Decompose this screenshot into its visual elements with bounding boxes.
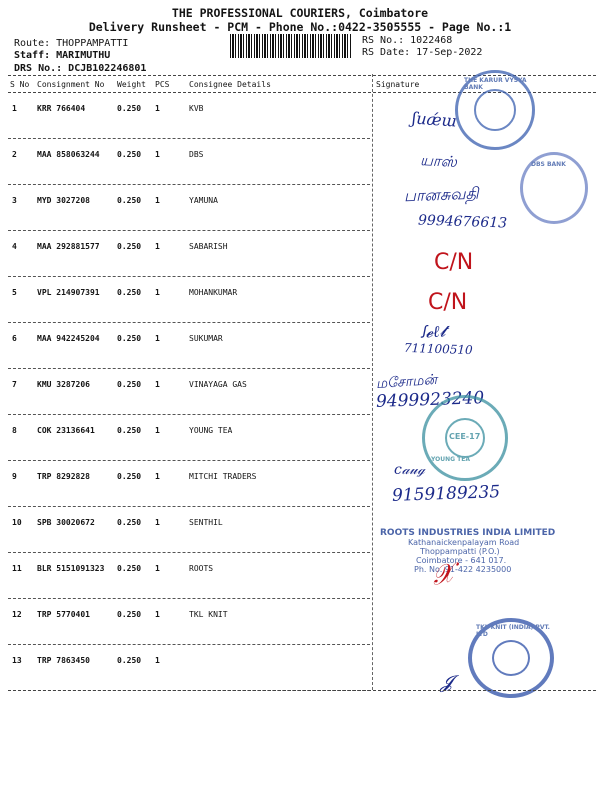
row-pcs: 1 bbox=[155, 426, 160, 435]
row-divider bbox=[8, 184, 370, 185]
table-row bbox=[0, 324, 600, 370]
col-consignment-header: Consignment No bbox=[37, 80, 105, 89]
row-weight: 0.250 bbox=[117, 242, 142, 251]
signature-yamuna-name: பானசுவதி bbox=[403, 183, 479, 206]
row-weight: 0.250 bbox=[117, 426, 142, 435]
row-consignment-no: MAA 858063244 bbox=[37, 150, 100, 159]
row-consignment-no: TRP 7863450 bbox=[37, 656, 90, 665]
row-divider bbox=[8, 368, 370, 369]
row-consignee: SABARISH bbox=[189, 242, 228, 251]
row-pcs: 1 bbox=[155, 334, 160, 343]
roots-stamp-line1: ROOTS INDUSTRIES INDIA LIMITED bbox=[380, 528, 556, 538]
row-consignee: TKL KNIT bbox=[189, 610, 228, 619]
row-consignment-no: TRP 8292828 bbox=[37, 472, 90, 481]
row-pcs: 1 bbox=[155, 656, 160, 665]
row-consignment-no: TRP 5770401 bbox=[37, 610, 90, 619]
signature-dbs: யாஸ் bbox=[419, 151, 458, 171]
row-divider bbox=[8, 552, 370, 553]
row-sno: 13 bbox=[12, 656, 22, 665]
signature-sabarish-cn: C/N bbox=[434, 250, 474, 275]
row-sno: 6 bbox=[12, 334, 17, 343]
row-consignee: YOUNG TEA bbox=[189, 426, 233, 435]
row-divider bbox=[8, 414, 370, 415]
row-sno: 10 bbox=[12, 518, 22, 527]
row-consignee: ROOTS bbox=[189, 564, 214, 573]
row-divider bbox=[8, 138, 370, 139]
company-title: THE PROFESSIONAL COURIERS, Coimbatore bbox=[171, 6, 429, 20]
row-divider bbox=[8, 230, 370, 231]
signature-vinayaga-name: மசோமன் bbox=[375, 371, 438, 393]
col-signature-header: Signature bbox=[376, 80, 420, 89]
table-row bbox=[0, 416, 600, 462]
rs-date: RS Date: 17-Sep-2022 bbox=[362, 47, 483, 58]
row-sno: 9 bbox=[12, 472, 17, 481]
row-pcs: 1 bbox=[155, 518, 160, 527]
signature-mitchi: c𝒶𝓊ℊ bbox=[394, 462, 426, 478]
row-pcs: 1 bbox=[155, 196, 160, 205]
row-consignee: SENTHIL bbox=[189, 518, 223, 527]
route-label: Route: THOPPAMPATTI bbox=[14, 38, 129, 49]
row-weight: 0.250 bbox=[117, 380, 142, 389]
row-consignee: VINAYAGA GAS bbox=[189, 380, 247, 389]
row-weight: 0.250 bbox=[117, 334, 142, 343]
row-divider bbox=[8, 322, 370, 323]
row-weight: 0.250 bbox=[117, 518, 142, 527]
kvb-bank-stamp: THE KARUR VYSYA BANK bbox=[455, 70, 535, 150]
row-weight: 0.250 bbox=[117, 196, 142, 205]
tkl-knit-stamp: TKL KNIT (INDIA) PVT. LTD bbox=[468, 618, 554, 698]
roots-stamp-line3: Thoppampatti (P.O.) bbox=[420, 547, 500, 556]
row-consignee: SUKUMAR bbox=[189, 334, 223, 343]
dbs-bank-stamp: DBS BANK bbox=[520, 152, 588, 224]
row-sno: 2 bbox=[12, 150, 17, 159]
row-consignment-no: MYD 3027208 bbox=[37, 196, 90, 205]
signature-kvb: ʃuǽɯ bbox=[411, 108, 458, 131]
row-divider bbox=[8, 644, 370, 645]
row-pcs: 1 bbox=[155, 104, 160, 113]
signature-yamuna-phone: 9994676613 bbox=[417, 212, 508, 232]
row-consignment-no: BLR 5151091323 bbox=[37, 564, 105, 573]
row-pcs: 1 bbox=[155, 380, 160, 389]
row-pcs: 1 bbox=[155, 150, 160, 159]
row-consignee: MOHANKUMAR bbox=[189, 288, 238, 297]
row-weight: 0.250 bbox=[117, 656, 142, 665]
table-row bbox=[0, 183, 600, 232]
row-pcs: 1 bbox=[155, 288, 160, 297]
row-consignment-no: MAA 942245204 bbox=[37, 334, 100, 343]
rs-number: RS No.: 1022468 bbox=[362, 35, 453, 46]
row-pcs: 1 bbox=[155, 472, 160, 481]
row-consignment-no: SPB 30020672 bbox=[37, 518, 95, 527]
table-row bbox=[0, 370, 600, 416]
row-weight: 0.250 bbox=[117, 104, 142, 113]
row-divider bbox=[8, 276, 370, 277]
row-consignment-no: KRR 766404 bbox=[37, 104, 86, 113]
table-row bbox=[0, 232, 600, 278]
row-sno: 7 bbox=[12, 380, 17, 389]
row-consignee: KVB bbox=[189, 104, 204, 113]
row-consignment-no: KMU 3287206 bbox=[37, 380, 90, 389]
row-weight: 0.250 bbox=[117, 564, 142, 573]
row-weight: 0.250 bbox=[117, 610, 142, 619]
row-consignment-no: COK 23136641 bbox=[37, 426, 95, 435]
row-consignment-no: MAA 292881577 bbox=[37, 242, 100, 251]
signature-vinayaga-phone: 9499923240 bbox=[375, 388, 485, 412]
row-pcs: 1 bbox=[155, 242, 160, 251]
col-pcs-header: PCS bbox=[155, 80, 170, 89]
table-row bbox=[0, 278, 600, 324]
young-tea-stamp: CEE-17 YOUNG TEA bbox=[422, 395, 508, 481]
roots-company-stamp bbox=[380, 528, 570, 574]
row-consignee: MITCHI TRADERS bbox=[189, 472, 257, 481]
row-sno: 11 bbox=[12, 564, 22, 573]
roots-stamp-line2: Kathanaickenpalayam Road bbox=[408, 538, 520, 547]
row-consignee: DBS bbox=[189, 150, 204, 159]
signature-mohankumar-cn: C/N bbox=[428, 290, 468, 315]
row-divider bbox=[8, 598, 370, 599]
row-weight: 0.250 bbox=[117, 288, 142, 297]
row-consignment-no: VPL 214907391 bbox=[37, 288, 100, 297]
barcode-image bbox=[230, 34, 352, 58]
row-weight: 0.250 bbox=[117, 150, 142, 159]
row-sno: 4 bbox=[12, 242, 17, 251]
table-bottom-divider bbox=[8, 690, 596, 691]
row-weight: 0.250 bbox=[117, 472, 142, 481]
col-sno-header: S No bbox=[10, 80, 30, 89]
col-weight-header: Weight bbox=[117, 80, 146, 89]
row-sno: 5 bbox=[12, 288, 17, 297]
table-row bbox=[0, 462, 600, 508]
signature-sukumar-number: 711100510 bbox=[403, 340, 473, 358]
staff-label: Staff: MARIMUTHU bbox=[14, 50, 111, 61]
row-sno: 1 bbox=[12, 104, 17, 113]
roots-stamp-line4: Coimbatore - 641 017. bbox=[416, 556, 507, 565]
col-details-header: Consignee Details bbox=[189, 80, 271, 89]
row-divider bbox=[8, 506, 370, 507]
row-sno: 3 bbox=[12, 196, 17, 205]
drs-number: DRS No.: DCJB102246801 bbox=[14, 63, 147, 74]
roots-stamp-line5: Ph. No. 91-422 4235000 bbox=[414, 565, 512, 574]
signature-mitchi-phone: 9159189235 bbox=[391, 482, 501, 506]
roots-red-signature: 𝒳 bbox=[429, 558, 458, 593]
row-consignee: YAMUNA bbox=[189, 196, 218, 205]
row-sno: 12 bbox=[12, 610, 22, 619]
signature-row13: 𝓙 bbox=[440, 672, 453, 693]
row-divider bbox=[8, 460, 370, 461]
runsheet-title: Delivery Runsheet - PCM - Phone No.:0422-3505555 - Page No.:1 bbox=[88, 20, 512, 34]
row-pcs: 1 bbox=[155, 564, 160, 573]
row-pcs: 1 bbox=[155, 610, 160, 619]
signature-sukumar: ꭍ𝓮ℓ𝓽 bbox=[419, 321, 447, 342]
row-sno: 8 bbox=[12, 426, 17, 435]
